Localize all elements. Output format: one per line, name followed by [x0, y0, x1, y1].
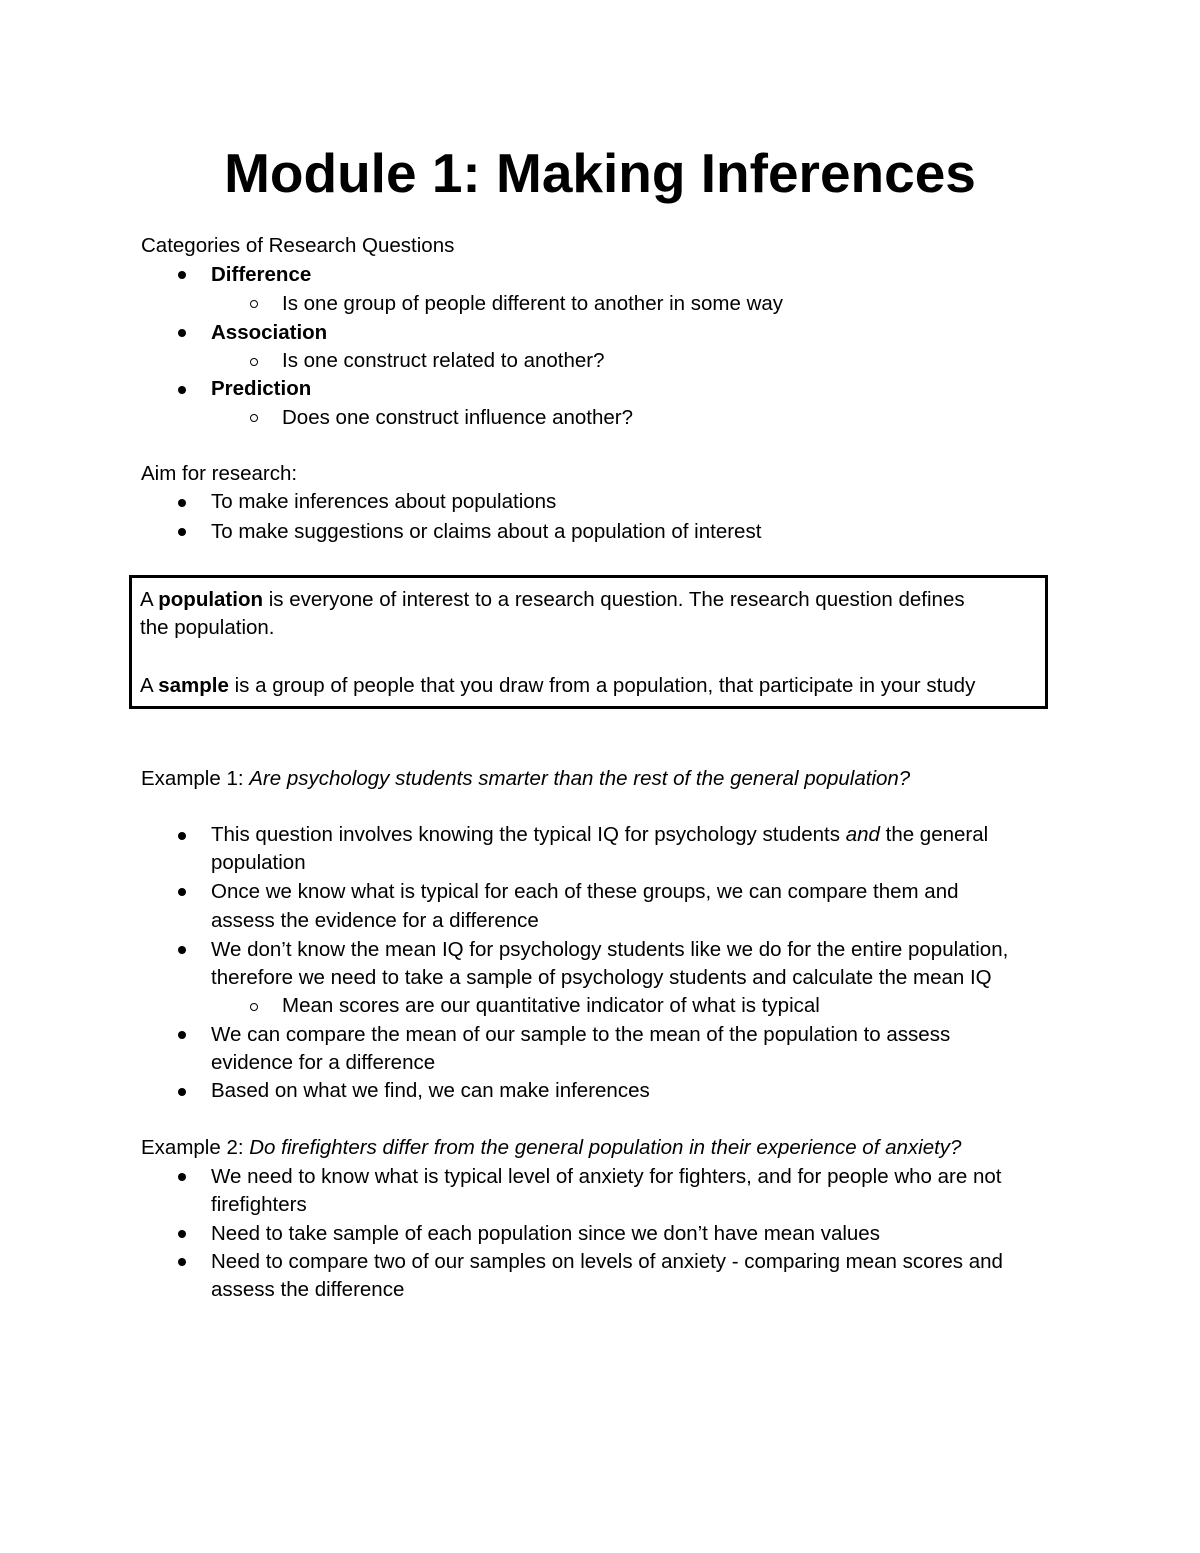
example2-point3-line1: Need to compare two of our samples on levels of anxiety - comparing mean scores and: [211, 1250, 1003, 1273]
aim-item: To make suggestions or claims about a population of interest: [211, 520, 762, 543]
bullet-icon: [178, 888, 186, 896]
example1-point1-line1: This question involves knowing the typical IQ for psychology students and the general: [211, 823, 989, 846]
category-prediction: Prediction: [211, 377, 312, 400]
bullet-icon: [178, 499, 186, 507]
example2-point2: Need to take sample of each population since we don’t have mean values: [211, 1222, 880, 1245]
bullet-icon: [178, 1258, 186, 1266]
hollow-bullet-icon: [250, 300, 258, 308]
aim-item: To make inferences about populations: [211, 490, 557, 513]
categories-heading: Categories of Research Questions: [141, 234, 455, 257]
example1-point3-line1: We don’t know the mean IQ for psychology students like we do for the entire population,: [211, 938, 1009, 961]
example1-point4-line1: We can compare the mean of our sample to the mean of the population to assess: [211, 1023, 951, 1046]
example1-heading: Example 1: Are psychology students smarter than the rest of the general population?: [141, 767, 911, 790]
category-difference-desc: Is one group of people different to another in some way: [282, 292, 784, 315]
bullet-icon: [178, 271, 186, 279]
aim-heading: Aim for research:: [141, 462, 298, 485]
bullet-icon: [178, 329, 186, 337]
category-difference: Difference: [211, 263, 312, 286]
sample-definition: A sample is a group of people that you draw from a population, that participate in your study: [140, 674, 976, 697]
example2-point1-line2: firefighters: [211, 1193, 307, 1216]
example2-point1-line1: We need to know what is typical level of anxiety for fighters, and for people who are not: [211, 1165, 1002, 1188]
example2-heading: Example 2: Do firefighters differ from the general population in their experience of anxiety?: [141, 1136, 962, 1159]
bullet-icon: [178, 1031, 186, 1039]
hollow-bullet-icon: [250, 1003, 258, 1011]
population-definition-line1: A population is everyone of interest to a research question. The research question defines: [140, 588, 965, 611]
population-definition-line2: the population.: [140, 616, 275, 639]
bullet-icon: [178, 528, 186, 536]
example1-point3-sub: Mean scores are our quantitative indicator of what is typical: [282, 994, 820, 1017]
bullet-icon: [178, 1230, 186, 1238]
bullet-icon: [178, 1088, 186, 1096]
example2-point3-line2: assess the difference: [211, 1278, 405, 1301]
category-association-desc: Is one construct related to another?: [282, 349, 605, 372]
bullet-icon: [178, 1173, 186, 1181]
bullet-icon: [178, 832, 186, 840]
example1-point2-line1: Once we know what is typical for each of these groups, we can compare them and: [211, 880, 959, 903]
example1-point2-line2: assess the evidence for a difference: [211, 909, 539, 932]
example1-point4-line2: evidence for a difference: [211, 1051, 436, 1074]
example1-point1-line2: population: [211, 851, 306, 874]
category-association: Association: [211, 321, 328, 344]
hollow-bullet-icon: [250, 414, 258, 422]
example1-point5: Based on what we find, we can make inferences: [211, 1079, 650, 1102]
bullet-icon: [178, 946, 186, 954]
example1-point3-line2: therefore we need to take a sample of psychology students and calculate the mean IQ: [211, 966, 992, 989]
bullet-icon: [178, 386, 186, 394]
page-title: Module 1: Making Inferences: [224, 142, 976, 204]
hollow-bullet-icon: [250, 358, 258, 366]
category-prediction-desc: Does one construct influence another?: [282, 406, 634, 429]
